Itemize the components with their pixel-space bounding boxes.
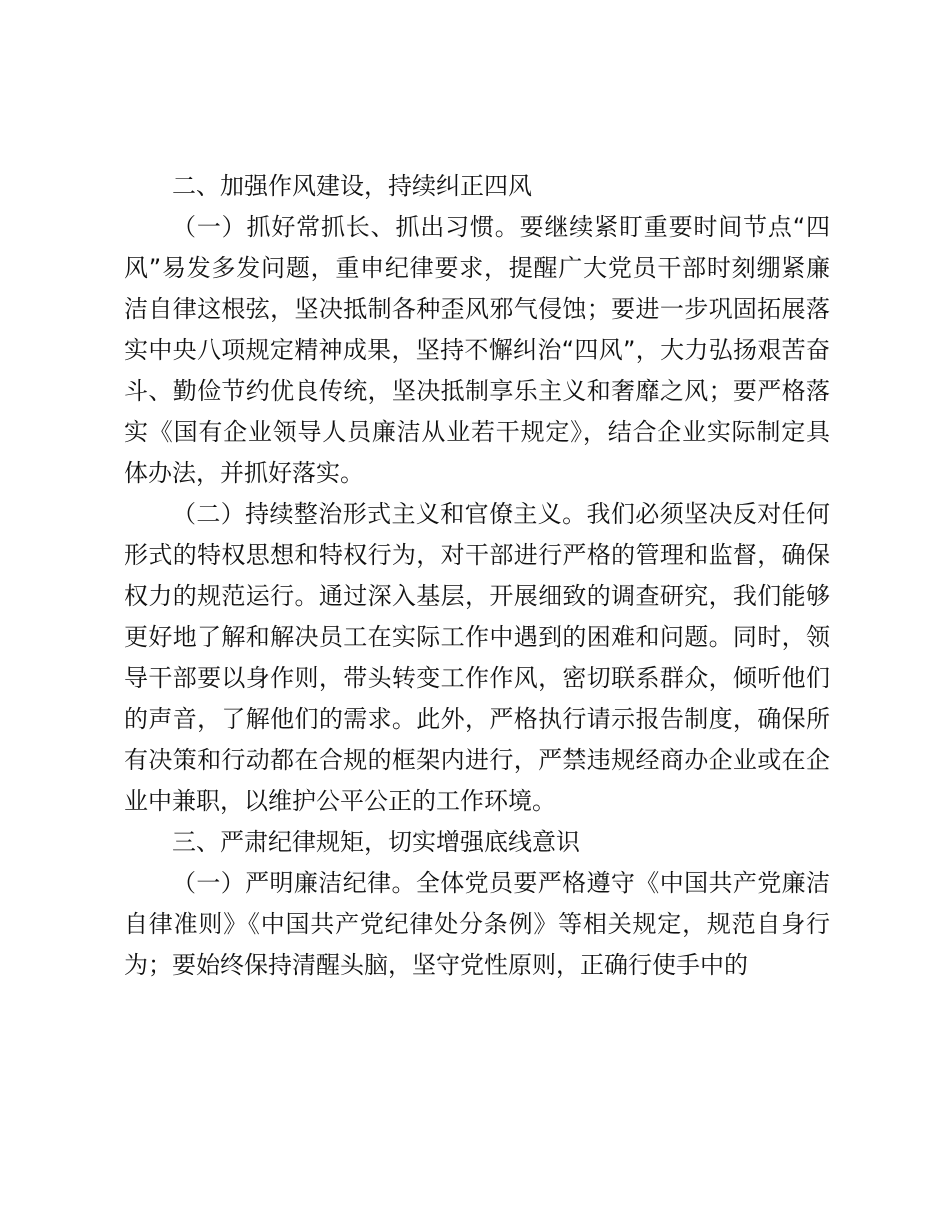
document-body (124, 166, 830, 986)
section-heading-2: 二、加强作风建设，持续纠正四风 (172, 172, 532, 200)
paragraph-3-1: （一）严明廉洁纪律。全体党员要严格遵守《中国共产党廉洁自律准则》《中国共产党纪律处分条例》等相关规定，规范自身行为；要始终保持清醒头脑，坚守党性原则，正确行使手中的 (124, 869, 830, 979)
paragraph-2-1: （一）抓好常抓长、抓出习惯。要继续紧盯重要时间节点“四风”易发多发问题，重申纪律要求，提醒广大党员干部时刻绷紧廉洁自律这根弦，坚决抵制各种歪风邪气侵蚀；要进一步巩固拓展落实中央八项规定精神成果，坚持不懈纠治“四风”，大力弘扬艰苦奋斗、勤俭节约优良传统，坚决抵制享乐主义和奢靡之风；要严格落实《国有企业领导人员廉洁从业若干规定》，结合企业实际制定具体办法，并抓好落实。 (124, 213, 830, 487)
paragraph-2-2: （二）持续整治形式主义和官僚主义。我们必须坚决反对任何形式的特权思想和特权行为，对干部进行严格的管理和监督，确保权力的规范运行。通过深入基层，开展细致的调查研究，我们能够更好地了解和解决员工在实际工作中遇到的困难和问题。同时，领导干部要以身作则，带头转变工作作风，密切联系群众，倾听他们的声音，了解他们的需求。此外，严格执行请示报告制度，确保所有决策和行动都在合规的框架内进行，严禁违规经商办企业或在企业中兼职，以维护公平公正的工作环境。 (124, 500, 830, 815)
section-heading-3: 三、严肃纪律规矩，切实增强底线意识 (172, 828, 580, 856)
